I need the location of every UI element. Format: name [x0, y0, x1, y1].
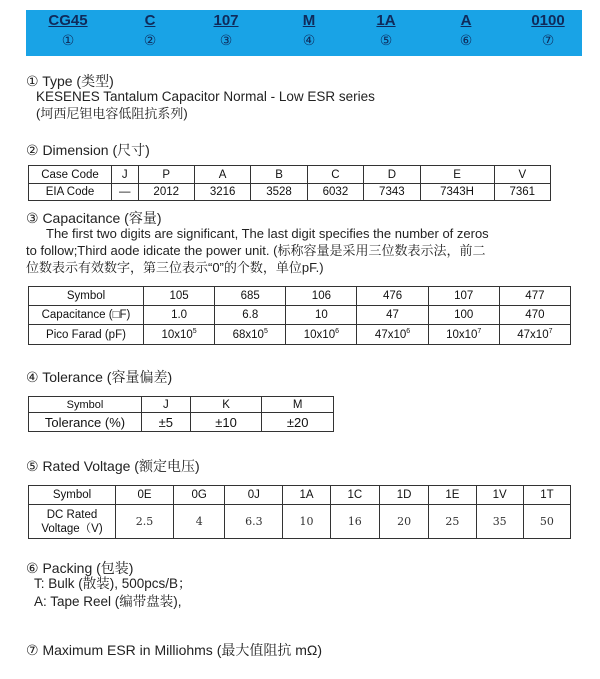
table-cell: Tolerance (%) — [29, 413, 142, 432]
code-segment — [38, 10, 98, 49]
table-row — [29, 397, 334, 413]
table-cell: Symbol — [29, 397, 142, 413]
dc-rated-label: Voltage（V) — [41, 522, 103, 535]
table-cell: ±20 — [262, 413, 334, 432]
code-segment-text: 1A — [376, 12, 396, 29]
table-cell: 100 — [428, 306, 499, 325]
table-row — [29, 413, 334, 432]
table-cell: 35 — [476, 505, 523, 539]
code-segment-index: ⑦ — [541, 32, 555, 48]
table-cell: P — [138, 166, 194, 184]
table-cell: 477 — [499, 287, 570, 306]
code-segment-text: CG45 — [48, 12, 88, 29]
pico-exponent: 6 — [335, 328, 340, 336]
table-cell: 16 — [330, 505, 379, 539]
pico-exponent: 7 — [548, 328, 553, 336]
code-segment — [279, 10, 339, 49]
table-row — [29, 505, 571, 539]
table-cell — [286, 325, 357, 345]
capacitance-table — [28, 286, 571, 345]
table-cell: — — [112, 184, 139, 201]
table-cell: 10 — [283, 505, 330, 539]
pico-value: 10x10 — [446, 328, 478, 341]
table-cell — [215, 325, 286, 345]
table-cell: 50 — [523, 505, 570, 539]
code-segment-index: ⑤ — [379, 32, 393, 48]
table-cell: 0J — [225, 486, 283, 505]
table-cell — [29, 505, 116, 539]
code-segment-text: 0100 — [531, 12, 565, 29]
type-description-cn: (坷西尼钽电容低阻抗系列) — [36, 106, 188, 121]
table-cell: V — [494, 166, 550, 184]
table-cell: 7343H — [420, 184, 494, 201]
table-cell — [144, 325, 215, 345]
esr-heading: ⑦ Maximum ESR in Milliohms (最大值阻抗 mΩ) — [26, 642, 323, 658]
table-cell: 1C — [330, 486, 379, 505]
table-cell: 106 — [286, 287, 357, 306]
part-number-banner — [26, 10, 582, 56]
capacitance-description: to follow;Third aode idicate the power unit. (标称容量是采用三位数表示法，前二 — [26, 243, 486, 258]
table-cell: 685 — [215, 287, 286, 306]
dimension-table — [28, 165, 551, 201]
code-segment-text: 107 — [213, 12, 239, 29]
pico-value: 47x10 — [517, 328, 549, 341]
pico-value: 10x10 — [161, 328, 193, 341]
table-cell: 1T — [523, 486, 570, 505]
table-cell: 2.5 — [116, 505, 174, 539]
table-cell: Capacitance (□F) — [29, 306, 144, 325]
table-cell: 1E — [429, 486, 476, 505]
packing-tape: A: Tape Reel (编带盘装), — [34, 594, 182, 609]
table-cell: 25 — [429, 505, 476, 539]
table-cell — [428, 325, 499, 345]
table-cell: 1V — [476, 486, 523, 505]
code-segment-index: ① — [61, 32, 75, 48]
table-cell: 47 — [357, 306, 428, 325]
table-cell: Symbol — [29, 486, 116, 505]
code-segment — [356, 10, 416, 49]
table-cell: M — [262, 397, 334, 413]
code-segment-index: ④ — [302, 32, 316, 48]
table-cell: 7361 — [494, 184, 550, 201]
table-cell: 1A — [283, 486, 330, 505]
table-cell: J — [142, 397, 191, 413]
table-cell: 10 — [286, 306, 357, 325]
table-cell: 0G — [174, 486, 225, 505]
code-segment-index: ⑥ — [459, 32, 473, 48]
table-cell — [357, 325, 428, 345]
code-segment-text: A — [460, 12, 472, 29]
code-segment — [196, 10, 256, 49]
table-cell: 470 — [499, 306, 570, 325]
table-cell: 4 — [174, 505, 225, 539]
tolerance-heading: ④ Tolerance (容量偏差) — [26, 369, 173, 385]
pico-exponent: 7 — [477, 328, 482, 336]
pico-exponent: 5 — [263, 328, 268, 336]
table-cell: J — [112, 166, 139, 184]
table-cell: E — [420, 166, 494, 184]
capacitance-heading: ③ Capacitance (容量) — [26, 210, 162, 226]
table-cell: C — [307, 166, 363, 184]
table-cell: 105 — [144, 287, 215, 306]
code-segment-text: C — [144, 12, 156, 29]
pico-exponent: 6 — [406, 328, 411, 336]
table-cell: 1D — [379, 486, 428, 505]
table-cell: 7343 — [364, 184, 420, 201]
dc-rated-label: DC Rated — [46, 508, 98, 521]
table-row — [29, 306, 571, 325]
pico-value: 68x10 — [232, 328, 264, 341]
tolerance-table — [28, 396, 334, 432]
pico-value: 10x10 — [303, 328, 336, 341]
table-cell: Symbol — [29, 287, 144, 306]
table-cell: Pico Farad (pF) — [29, 325, 144, 345]
table-cell: EIA Code — [29, 184, 112, 201]
table-cell: 3528 — [251, 184, 307, 201]
code-segment — [120, 10, 180, 49]
type-heading: ① Type (类型) — [26, 73, 114, 89]
table-cell: 20 — [379, 505, 428, 539]
capacitance-description: The first two digits are significant, The last digit specifies the number of zeros — [46, 226, 489, 241]
table-cell: K — [190, 397, 262, 413]
table-cell: 2012 — [138, 184, 194, 201]
table-cell: 107 — [428, 287, 499, 306]
rated-voltage-heading: ⑤ Rated Voltage (额定电压) — [26, 458, 200, 474]
packing-bulk: T: Bulk (散装), 500pcs/B； — [34, 576, 192, 591]
table-cell: B — [251, 166, 307, 184]
table-row — [29, 325, 571, 345]
table-cell: A — [194, 166, 250, 184]
table-row — [29, 287, 571, 306]
pico-exponent: 5 — [192, 328, 197, 336]
table-cell: 3216 — [194, 184, 250, 201]
table-row — [29, 184, 551, 201]
table-row — [29, 486, 571, 505]
rated-voltage-table — [28, 485, 571, 539]
table-cell: ±10 — [190, 413, 262, 432]
table-row — [29, 166, 551, 184]
table-cell: 0E — [116, 486, 174, 505]
code-segment — [436, 10, 496, 49]
table-cell: 6.8 — [215, 306, 286, 325]
table-cell: 476 — [357, 287, 428, 306]
table-cell: D — [364, 166, 420, 184]
table-cell — [499, 325, 570, 345]
capacitance-description: 位数表示有效数字，第三位表示“0”的个数，单位pF.) — [26, 260, 324, 275]
table-cell: 6032 — [307, 184, 363, 201]
table-cell: 6.3 — [225, 505, 283, 539]
code-segment-index: ② — [143, 32, 157, 48]
table-cell: ±5 — [142, 413, 191, 432]
code-segment — [518, 10, 578, 49]
table-cell: Case Code — [29, 166, 112, 184]
type-description: KESENES Tantalum Capacitor Normal - Low ESR series — [36, 89, 375, 104]
packing-heading: ⑥ Packing (包装) — [26, 560, 134, 576]
table-cell: 1.0 — [144, 306, 215, 325]
dimension-heading: ② Dimension (尺寸) — [26, 142, 150, 158]
pico-value: 47x10 — [374, 328, 407, 341]
code-segment-text: M — [302, 12, 316, 29]
code-segment-index: ③ — [219, 32, 233, 48]
